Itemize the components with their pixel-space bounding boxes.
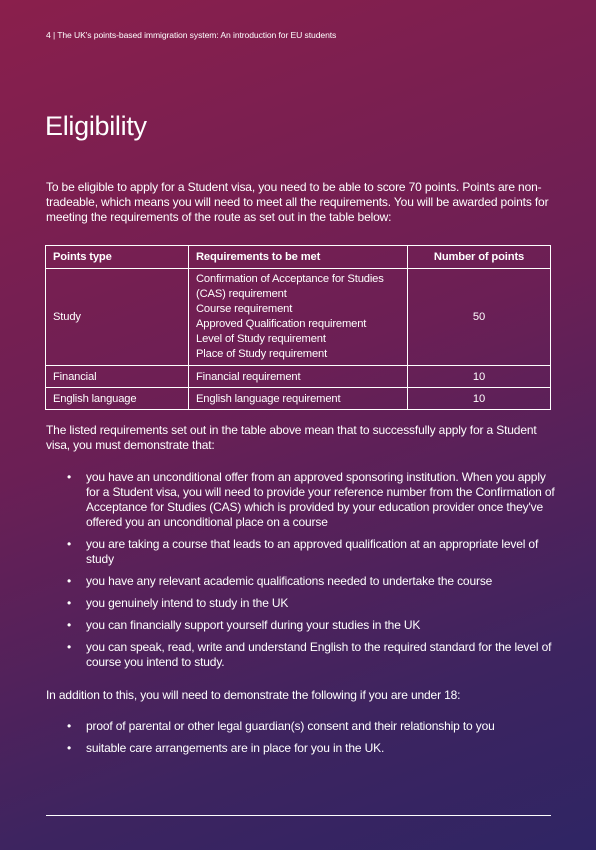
page-title: Eligibility [45, 111, 147, 141]
demonstrate-list [46, 470, 556, 677]
list-item [46, 596, 556, 611]
requirement-item: Confirmation of Acceptance for Studies (CAS) requirement [196, 273, 384, 300]
list-item [46, 719, 556, 734]
cell-requirements: Financial requirement [189, 366, 408, 388]
requirements-paragraph: The listed requirements set out in the table above mean that to successfully apply for a Student visa, you must demonstrate that: [46, 423, 537, 452]
list-item [46, 574, 556, 589]
list-item [46, 618, 556, 633]
list-item-text: you can speak, read, write and understand English to the required standard for the level of course you intend to study. [86, 640, 552, 669]
table-row-financial [46, 366, 551, 388]
list-item-text: you can financially support yourself during your studies in the UK [86, 618, 421, 632]
list-item-text: you have an unconditional offer from an approved sponsoring institution. When you apply for a Student visa, you will need to provide your reference number from the Confirmation of Acceptance for Studies (CAS) which is provided by your education provider once they've offered you an unconditional place on a course [86, 470, 555, 529]
requirement-item: Place of Study requirement [196, 348, 328, 360]
list-item [46, 537, 556, 567]
running-header: 4 | The UK's points-based immigration system: An introduction for EU students [46, 30, 337, 40]
header-number-of-points: Number of points [408, 246, 551, 269]
list-item [46, 470, 556, 530]
table-row-english [46, 388, 551, 410]
bullet-icon: • [67, 719, 72, 733]
bullet-icon: • [67, 596, 72, 610]
requirement-item: Course requirement [196, 303, 293, 315]
list-item-text: you genuinely intend to study in the UK [86, 596, 289, 610]
list-item-text: proof of parental or other legal guardian(s) consent and their relationship to you [86, 719, 495, 733]
bottom-rule [46, 815, 551, 816]
bullet-icon: • [67, 640, 72, 654]
under-18-list [46, 719, 556, 763]
table-header-row [46, 246, 551, 269]
cell-points: 50 [408, 269, 551, 366]
list-item-text: you are taking a course that leads to an approved qualification at an appropriate level of study [86, 537, 539, 566]
cell-points-type: English language [46, 388, 189, 410]
list-item [46, 741, 556, 756]
bullet-icon: • [67, 470, 72, 484]
list-item-text: suitable care arrangements are in place for you in the UK. [86, 741, 385, 755]
bullet-icon: • [67, 741, 72, 755]
cell-points-type: Study [46, 269, 189, 366]
points-table [45, 245, 551, 410]
table-row-study [46, 269, 551, 366]
bullet-icon: • [67, 537, 72, 551]
intro-paragraph: To be eligible to apply for a Student visa, you need to be able to score 70 points. Points are non-tradeable, which means you will need to meet all the requirements. You will be awarded points for meeting the requirements of the route as set out in the table below: [46, 180, 549, 224]
list-item [46, 640, 556, 670]
cell-points-type: Financial [46, 366, 189, 388]
bullet-icon: • [67, 618, 72, 632]
header-requirements: Requirements to be met [189, 246, 408, 269]
header-points-type: Points type [46, 246, 189, 269]
cell-requirements [189, 269, 408, 366]
cell-requirements: English language requirement [189, 388, 408, 410]
requirement-item: Level of Study requirement [196, 333, 326, 345]
cell-points: 10 [408, 366, 551, 388]
cell-points: 10 [408, 388, 551, 410]
bullet-icon: • [67, 574, 72, 588]
under-18-paragraph: In addition to this, you will need to demonstrate the following if you are under 18: [46, 688, 461, 702]
requirement-item: Approved Qualification requirement [196, 318, 367, 330]
list-item-text: you have any relevant academic qualifications needed to undertake the course [86, 574, 493, 588]
